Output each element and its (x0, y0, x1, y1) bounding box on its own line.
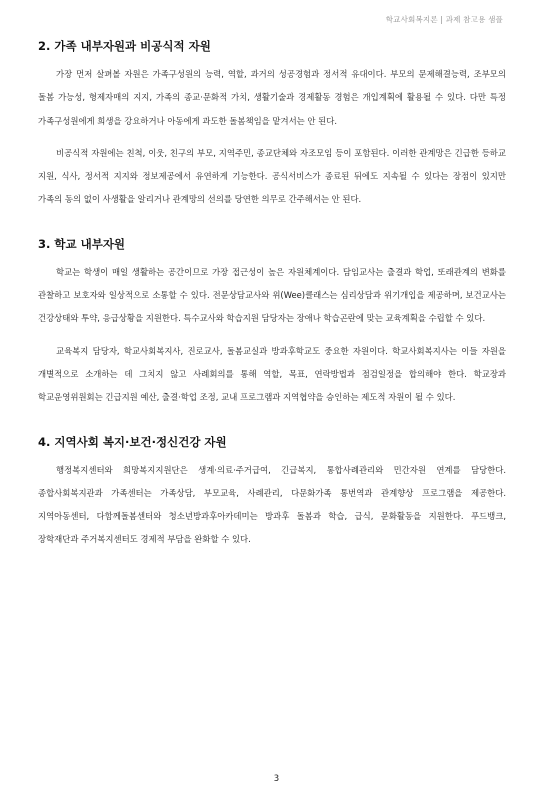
paragraph: 비공식적 자원에는 친척, 이웃, 친구의 부모, 지역주민, 종교단체와 자조모임 등이 포함된다. 이러한 관계망은 긴급한 등하교 지원, 식사, 정서적 지지와 정보제공에서 유연하게 기능한다. 공식서비스가 종료된 뒤에도 지속될 수 있다는 장점이 있지만 가족의 동의 없이 사생활을 알리거나 관계망의 선의를 당연한 의무로 간주해서는 안 된다. (38, 147, 506, 205)
section-family-resources (38, 38, 506, 212)
section-heading: 3. 학교 내부자원 (38, 236, 126, 251)
paragraph: 행정복지센터와 희망복지지원단은 생계·의료·주거급여, 긴급복지, 통합사례관리와 민간자원 연계를 담당한다. 종합사회복지관과 가족센터는 가족상담, 부모교육, 사례관리, 다문화가족 통번역과 관계향상 프로그램을 제공한다. 지역아동센터, 다함께돌봄센터와 청소년방과후아카데미는 방과후 돌봄과 학습, 급식, 문화활동을 지원한다. 푸드뱅크, 장학재단과 주거복지센터도 경제적 부담을 완화할 수 있다. (38, 464, 506, 545)
running-header: 학교사회복지론 | 과제 참고용 샘플 (385, 15, 503, 24)
section-community-resources (38, 434, 506, 552)
section-heading: 4. 지역사회 복지·보건·정신건강 자원 (38, 434, 227, 449)
paragraph: 가장 먼저 살펴볼 자원은 가족구성원의 능력, 역할, 과거의 성공경험과 정서적 유대이다. 부모의 문제해결능력, 조부모의 돌봄 가능성, 형제자매의 지지, 가족의 종교·문화적 가치, 생활기술과 경제활동 경험은 개입계획에 활용될 수 있다. 다만 특정 가족구성원에게 희생을 강요하거나 아동에게 과도한 돌봄책임을 맡겨서는 안 된다. (38, 69, 506, 126)
section-school-resources (38, 236, 506, 410)
section-heading: 2. 가족 내부자원과 비공식적 자원 (38, 39, 211, 53)
paragraph: 교육복지 담당자, 학교사회복지사, 진로교사, 돌봄교실과 방과후학교도 중요한 자원이다. 학교사회복지사는 이들 자원을 개별적으로 소개하는 데 그치지 않고 사례회의를 통해 역할, 목표, 연락방법과 점검일정을 합의해야 한다. 학교장과 학교운영위원회는 긴급지원 예산, 출결·학업 조정, 교내 프로그램과 지역협약을 승인하는 제도적 자원이 될 수 있다. (38, 345, 506, 403)
page-number: 3 (273, 774, 280, 784)
document-body (38, 38, 506, 552)
paragraph: 학교는 학생이 매일 생활하는 공간이므로 가장 접근성이 높은 자원체계이다. 담임교사는 출결과 학업, 또래관계의 변화를 관찰하고 보호자와 일상적으로 소통할 수 있다. 전문상담교사와 위(Wee)클래스는 심리상담과 위기개입을 제공하며, 보건교사는 건강상태와 투약, 응급상황을 지원한다. 특수교사와 학습지원 담당자는 장애나 학습곤란에 맞는 교육계획을 수립할 수 있다. (38, 266, 506, 324)
